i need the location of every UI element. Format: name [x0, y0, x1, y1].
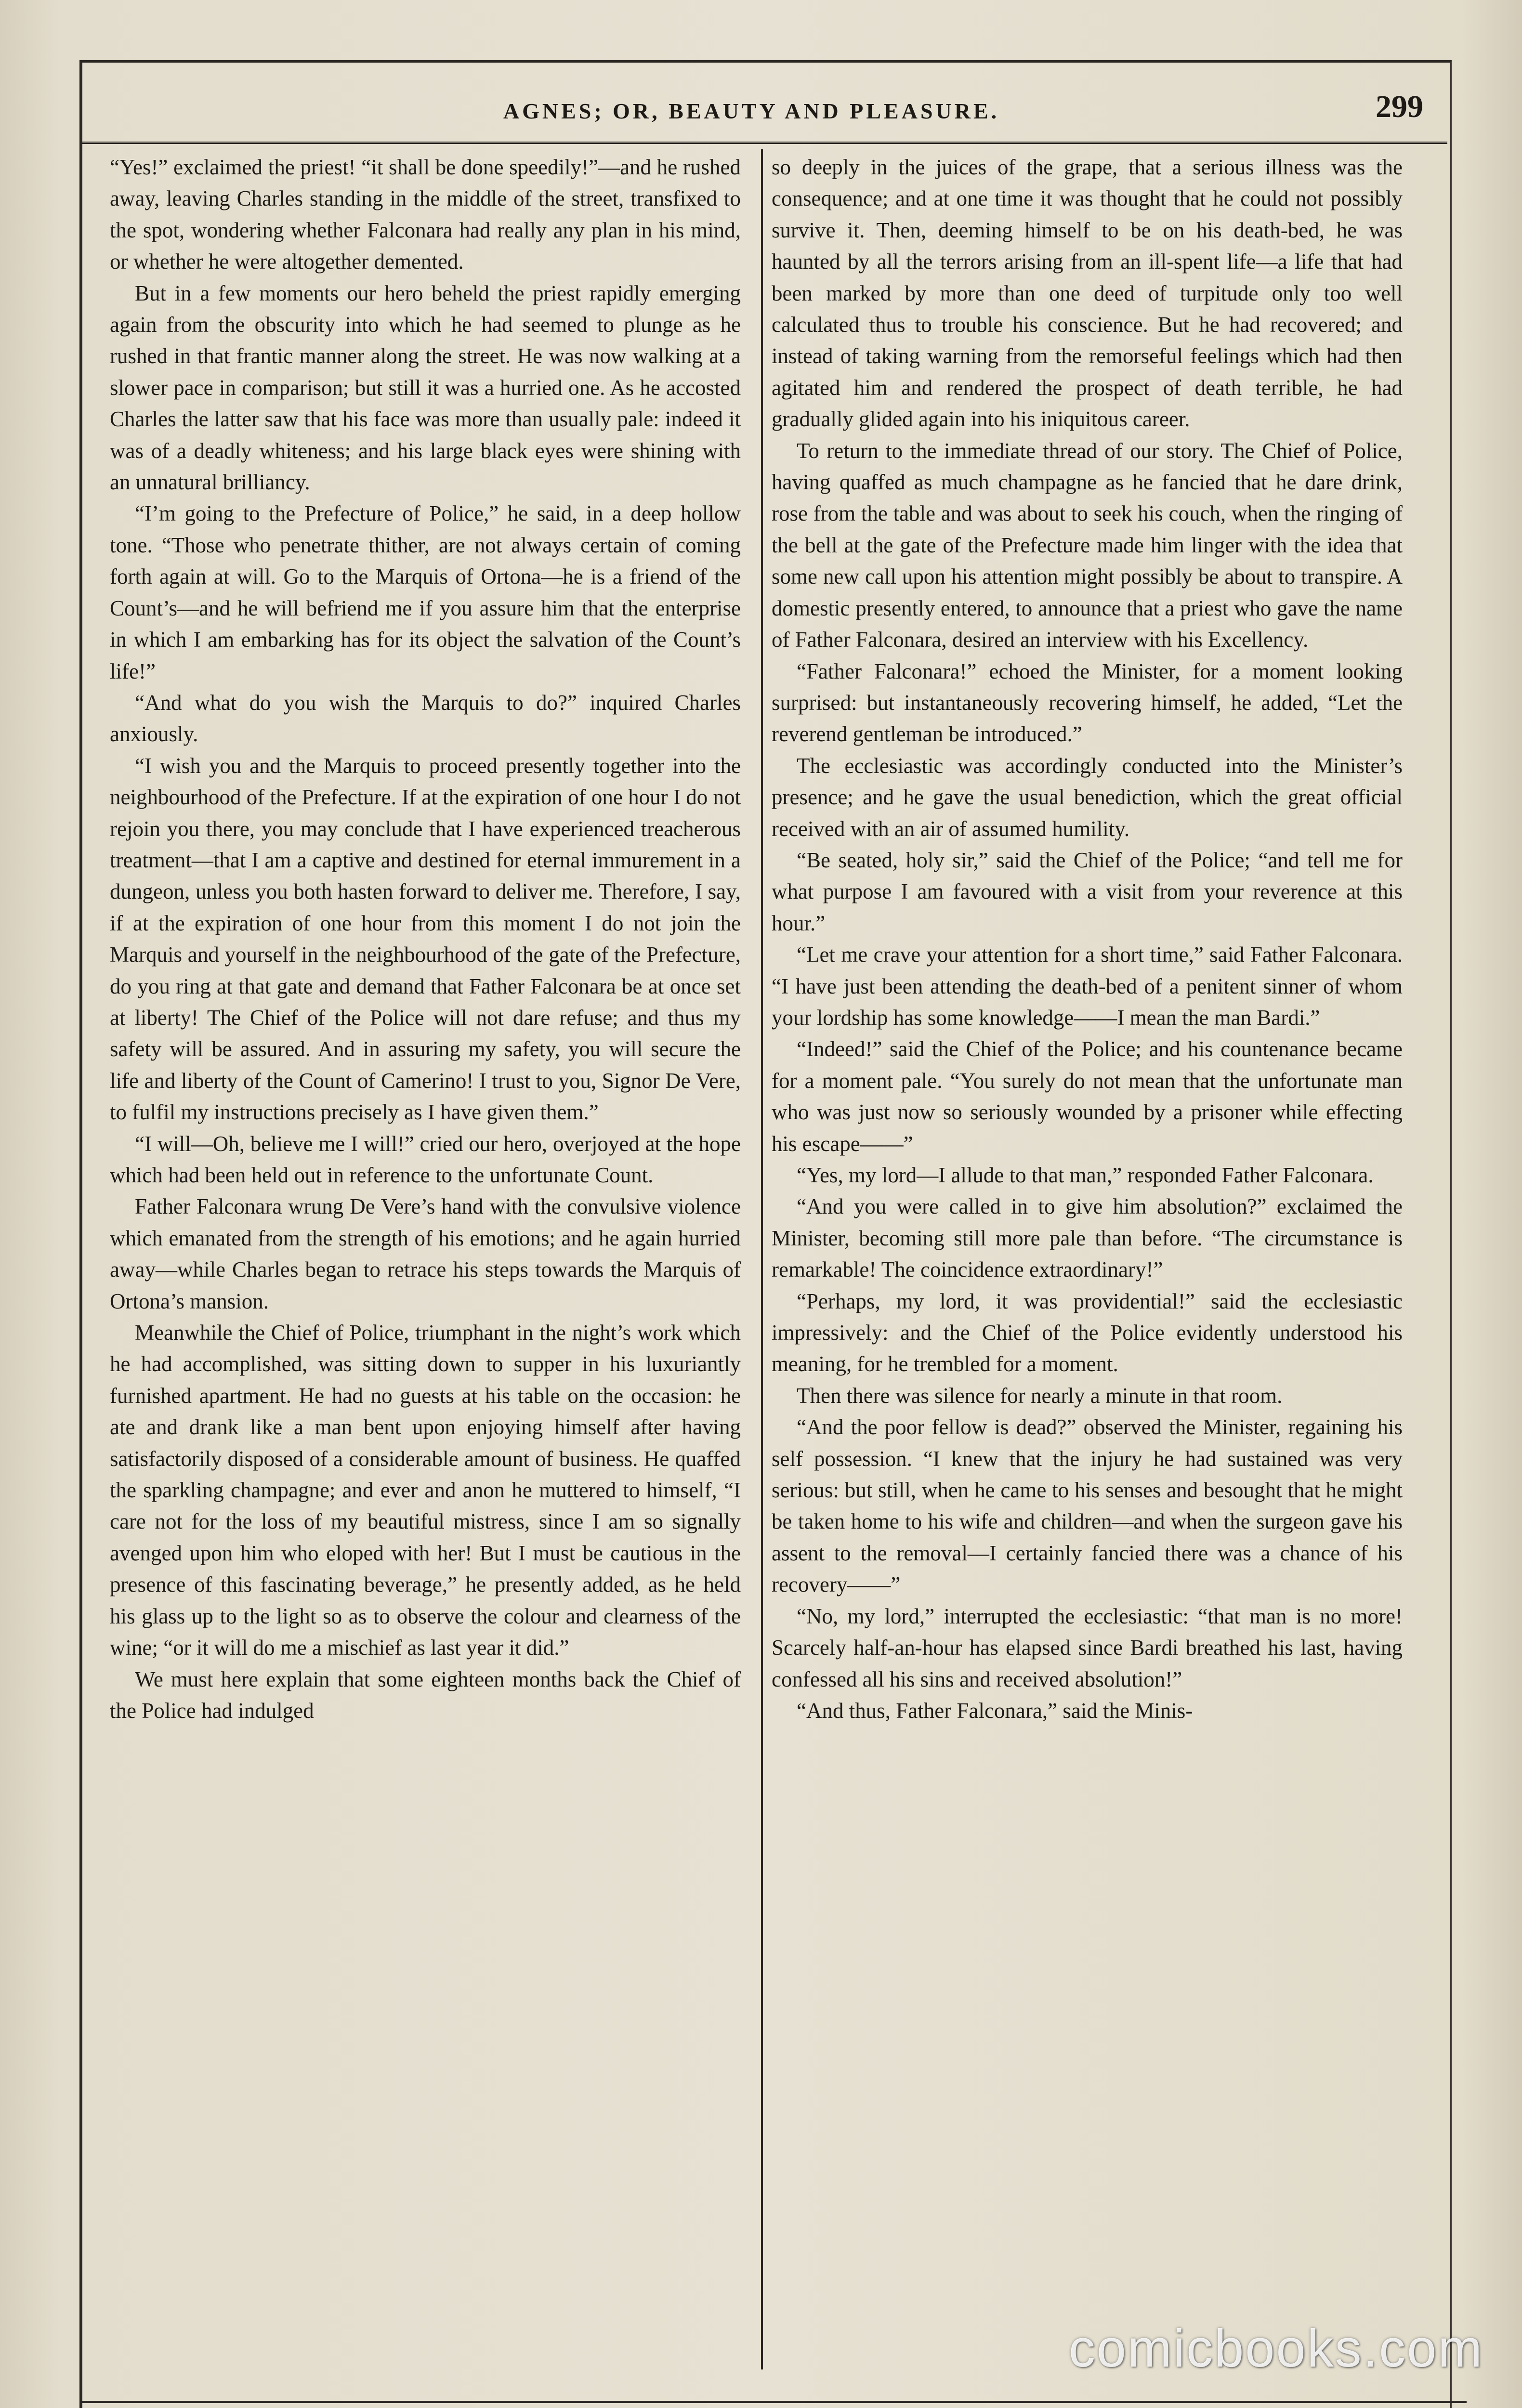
paragraph: so deeply in the juices of the grape, that a serious illness was the consequence; and at one time it was thought that he could not possibly survive it. Then, deeming himself to be on his death-bed, he was haunted by all the terrors arising from an ill-spent life—a life that had been marked by more than one deed of turpitude only too well calculated thus to trouble his conscience. But he had recovered; and instead of taking warning from the remorseful feelings which had then agitated him and rendered the prospect of death terrible, he had gradually glided again into his iniquitous career.	[772, 155, 1403, 432]
paragraph: “Indeed!” said the Chief of the Police; and his countenance became for a moment pale. “You surely do not mean that the unfortunate man who was just now so seriously wounded by a prisoner while effecting his escape——”	[772, 1037, 1403, 1156]
watermark: comicbooks.com	[1068, 2319, 1483, 2378]
paragraph: We must here explain that some eighteen months back the Chief of the Police had indulged	[110, 1667, 741, 1723]
paragraph: Father Falconara wrung De Vere’s hand with the convulsive violence which emanated from the strength of his emotions; and he again hurried away—while Charles began to retrace his steps towards the Marquis of Ortona’s mansion.	[110, 1194, 741, 1313]
paragraph: To return to the immediate thread of our story. The Chief of Police, having quaffed as much champagne as he fancied that he dare drink, rose from the table and was about to seek his couch, when the ringing of the bell at the gate of the Prefecture made him linger with the idea that some new call upon his attention might possibly be about to transpire. A domestic presently entered, to announce that a priest who gave the name of Father Falconara, desired an interview with his Excellency.	[772, 438, 1403, 652]
paragraph: “I’m going to the Prefecture of Police,” he said, in a deep hollow tone. “Those who penetrate thither, are not always certain of coming forth again at will. Go to the Marquis of Ortona—he is a friend of the Count’s—and he will befriend me if you assure him that the enterprise in which I am embarking has for its object the salvation of the Count’s life!”	[110, 501, 741, 683]
paragraph: “And thus, Father Falconara,” said the Minis-	[797, 1698, 1193, 1723]
paragraph: “Perhaps, my lord, it was providential!” said the ecclesiastic impressively: and the Chief of the Police evidently understood his meaning, for he trembled for a moment.	[772, 1289, 1403, 1376]
page-number: 299	[1376, 89, 1423, 124]
footer-rule	[79, 2401, 1467, 2403]
paragraph: “And you were called in to give him absolution?” exclaimed the Minister, becoming still more pale than before. “The circumstance is remarkable! The coincidence extraordinary!”	[772, 1194, 1403, 1282]
column-divider	[761, 149, 763, 2369]
paragraph: The ecclesiastic was accordingly conducted into the Minister’s presence; and he gave the usual benediction, which the great official received with an air of assumed humility.	[772, 753, 1403, 841]
right-column	[772, 152, 1403, 1727]
paragraph: But in a few moments our hero beheld the priest rapidly emerging again from the obscurity into which he had seemed to plunge as he rushed in that frantic manner along the street. He was now walking at a slower pace in comparison; but still it was a hurried one. As he accosted Charles the latter saw that his face was more than usually pale: indeed it was of a deadly whiteness; and his large black eyes were shining with an unnatural brilliancy.	[110, 281, 741, 495]
left-column	[110, 152, 741, 1727]
paragraph: “And what do you wish the Marquis to do?” inquired Charles anxiously.	[110, 690, 741, 746]
paragraph: “Yes!” exclaimed the priest! “it shall be done speedily!”—and he rushed away, leaving Charles standing in the middle of the street, transfixed to the spot, wondering whether Falconara had really any plan in his mind, or whether he were altogether demented.	[110, 155, 741, 274]
running-title: AGNES; OR, BEAUTY AND PLEASURE.	[503, 99, 1000, 123]
paragraph: “Let me crave your attention for a short time,” said Father Falconara. “I have just been attending the death-bed of a penitent sinner of whom your lordship has some knowledge——I mean the man Bardi.”	[772, 942, 1403, 1030]
paragraph: Meanwhile the Chief of Police, triumphant in the night’s work which he had accomplished, was sitting down to supper in his luxuriantly furnished apartment. He had no guests at his table on the occasion: he ate and drank like a man bent upon enjoying himself after having satisfactorily disposed of a considerable amount of business. He quaffed the sparkling champagne; and ever and anon he muttered to himself, “I care not for the loss of my beautiful mistress, since I am so signally avenged upon him who eloped with her! But I must be cautious in the presence of this fascinating beverage,” he presently added, as he held his glass up to the light so as to observe the colour and clearness of the wine; “or it will do me a mischief as last year it did.”	[110, 1321, 741, 1660]
paragraph: “Be seated, holy sir,” said the Chief of the Police; “and tell me for what purpose I am favoured with a visit from your reverence at this hour.”	[772, 848, 1403, 935]
paragraph: Then there was silence for nearly a minute in that room.	[797, 1383, 1283, 1408]
header-rule	[79, 142, 1447, 144]
paragraph: “No, my lord,” interrupted the ecclesiastic: “that man is no more! Scarcely half-an-hour has elapsed since Bardi breathed his last, having confessed all his sins and received absolution!”	[772, 1604, 1403, 1691]
paragraph: “I will—Oh, believe me I will!” cried our hero, overjoyed at the hope which had been held out in reference to the unfortunate Count.	[110, 1131, 741, 1187]
paragraph: “I wish you and the Marquis to proceed presently together into the neighbourhood of the Prefecture. If at the expiration of one hour I do not rejoin you there, you may conclude that I have experienced treacherous treatment—that I am a captive and destined for eternal immurement in a dungeon, unless you both hasten forward to deliver me. Therefore, I say, if at the expiration of one hour from this moment I do not join the Marquis and yourself in the neighbourhood of the gate of the Prefecture, do you ring at that gate and demand that Father Falconara be at once set at liberty! The Chief of the Police will not dare refuse; and thus my safety will be assured. And in assuring my safety, you will secure the life and liberty of the Count of Camerino! I trust to you, Signor De Vere, to fulfil my instructions precisely as I have given them.”	[110, 753, 741, 1125]
paragraph: “Yes, my lord—I allude to that man,” responded Father Falconara.	[797, 1163, 1374, 1187]
paragraph: “And the poor fellow is dead?” observed the Minister, regaining his self possession. “I knew that the injury he had sustained was very serious: but still, when he came to his senses and besought that he might be taken home to his wife and children—and when the surgeon gave his assent to the removal—I certainly fancied there was a chance of his recovery——”	[772, 1415, 1403, 1597]
paragraph: “Father Falconara!” echoed the Minister, for a moment looking surprised: but instantaneously recovering himself, he added, “Let the reverend gentleman be introduced.”	[772, 659, 1403, 746]
running-head	[79, 87, 1423, 135]
